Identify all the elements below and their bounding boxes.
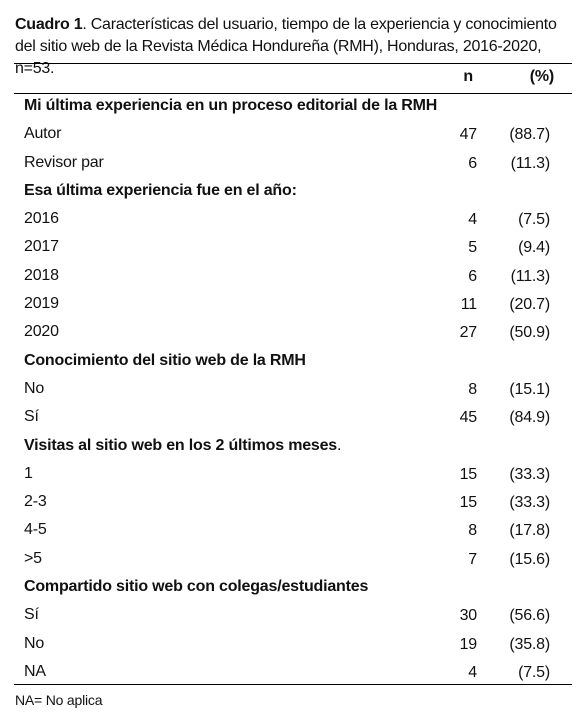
table-row [0, 461, 586, 489]
row-label [24, 606, 39, 624]
row-label [24, 295, 59, 313]
table-row [0, 517, 586, 545]
row-percent: (9.4) [518, 239, 550, 257]
section-label [24, 352, 306, 370]
table-footnote: NA= No aplica [15, 692, 103, 708]
table-row [0, 121, 586, 149]
row-label [24, 380, 44, 398]
column-header-percent: (%) [529, 68, 554, 85]
row-count: 6 [468, 267, 477, 285]
row-count: 19 [459, 635, 477, 653]
table-bottom-rule [14, 684, 572, 685]
row-label-text: NA [24, 662, 46, 680]
table-row [0, 263, 586, 291]
section-row [0, 433, 586, 461]
row-percent: (20.7) [509, 296, 550, 314]
row-label [24, 267, 59, 285]
row-count: 8 [468, 380, 477, 398]
row-label-text: Revisor par [24, 153, 104, 171]
row-percent: (11.3) [510, 267, 550, 285]
row-percent: (35.8) [509, 635, 550, 653]
row-label-text: Sí [24, 606, 39, 624]
row-label [24, 154, 104, 172]
table-row [0, 404, 586, 432]
row-label-text: 2020 [24, 323, 59, 341]
row-label-text: Autor [24, 125, 62, 143]
caption-text: . Características del usuario, tiempo de la experiencia y conocimiento del sitio web de la Revista Médica Hondureña (RMH), Honduras, 2016-2020, n=53. [15, 16, 557, 77]
row-label-text: 2017 [24, 238, 59, 256]
row-count: 47 [459, 126, 477, 144]
row-count: 4 [468, 211, 477, 229]
row-label [24, 210, 59, 228]
row-label-text: Compartido sitio web con colegas/estudiantes [24, 578, 369, 596]
row-label [24, 465, 33, 483]
row-label-text: No [24, 379, 45, 397]
row-label-text: Sí [24, 408, 39, 426]
row-percent: (11.3) [510, 154, 550, 172]
table-row [0, 659, 586, 687]
table-row [0, 150, 586, 178]
row-label [24, 663, 46, 681]
row-percent: (15.6) [509, 550, 550, 568]
row-label-text: 1 [24, 464, 33, 482]
row-percent: (7.5) [518, 211, 550, 229]
section-label [24, 437, 341, 455]
row-percent: (7.5) [518, 663, 550, 681]
row-count: 30 [459, 607, 477, 625]
table-row [0, 546, 586, 574]
table-row [0, 602, 586, 630]
row-count: 15 [459, 494, 477, 512]
row-count: 4 [468, 663, 477, 681]
row-label-text: No [24, 634, 45, 652]
row-label-text: Esa última experiencia fue en el año: [24, 181, 297, 199]
row-label-text: >5 [24, 549, 42, 567]
table-row [0, 206, 586, 234]
row-percent: (33.3) [509, 494, 550, 512]
table-row [0, 291, 586, 319]
row-label [24, 635, 44, 653]
section-label [24, 578, 368, 596]
row-label-text: 2016 [24, 210, 59, 228]
table-row [0, 631, 586, 659]
row-label [24, 323, 59, 341]
row-label-text: 2019 [24, 295, 59, 313]
row-label-text: Visitas al sitio web en los 2 últimos meses [24, 436, 338, 454]
table-row [0, 319, 586, 347]
row-count: 27 [459, 324, 477, 342]
row-label-text: 4-5 [24, 521, 47, 539]
row-count: 6 [468, 154, 477, 172]
row-label [24, 550, 42, 568]
row-percent: (88.7) [509, 126, 550, 144]
row-label-text: Conocimiento del sitio web de la RMH [24, 351, 306, 369]
table-row [0, 234, 586, 262]
section-label [24, 182, 297, 200]
section-row [0, 178, 586, 206]
section-row [0, 574, 586, 602]
row-count: 15 [459, 465, 477, 483]
row-label [24, 521, 47, 539]
row-percent: (15.1) [509, 380, 550, 398]
table-row [0, 489, 586, 517]
column-header-n: n [463, 68, 473, 85]
table-header-row [0, 65, 586, 93]
row-label-text: 2-3 [24, 493, 47, 511]
table-body [0, 93, 586, 687]
row-count: 11 [460, 296, 477, 314]
data-table [0, 65, 586, 687]
table-row [0, 376, 586, 404]
row-label [24, 408, 39, 426]
section-row [0, 348, 586, 376]
section-row [0, 93, 586, 121]
section-label [24, 97, 437, 115]
caption-label: Cuadro 1 [15, 16, 83, 33]
row-count: 8 [468, 522, 477, 540]
row-label-suffix: . [337, 436, 342, 454]
row-label [24, 238, 59, 256]
row-count: 45 [459, 409, 477, 427]
row-percent: (56.6) [509, 607, 550, 625]
row-percent: (84.9) [509, 409, 550, 427]
row-percent: (33.3) [509, 465, 550, 483]
row-percent: (50.9) [509, 324, 550, 342]
row-label [24, 493, 47, 511]
row-count: 7 [468, 550, 477, 568]
row-percent: (17.8) [509, 522, 550, 540]
row-label-text: 2018 [24, 266, 59, 284]
row-label-text: Mi última experiencia en un proceso editorial de la RMH [24, 97, 438, 114]
row-count: 5 [468, 239, 477, 257]
table-top-rule [14, 63, 572, 64]
row-label [24, 125, 61, 143]
